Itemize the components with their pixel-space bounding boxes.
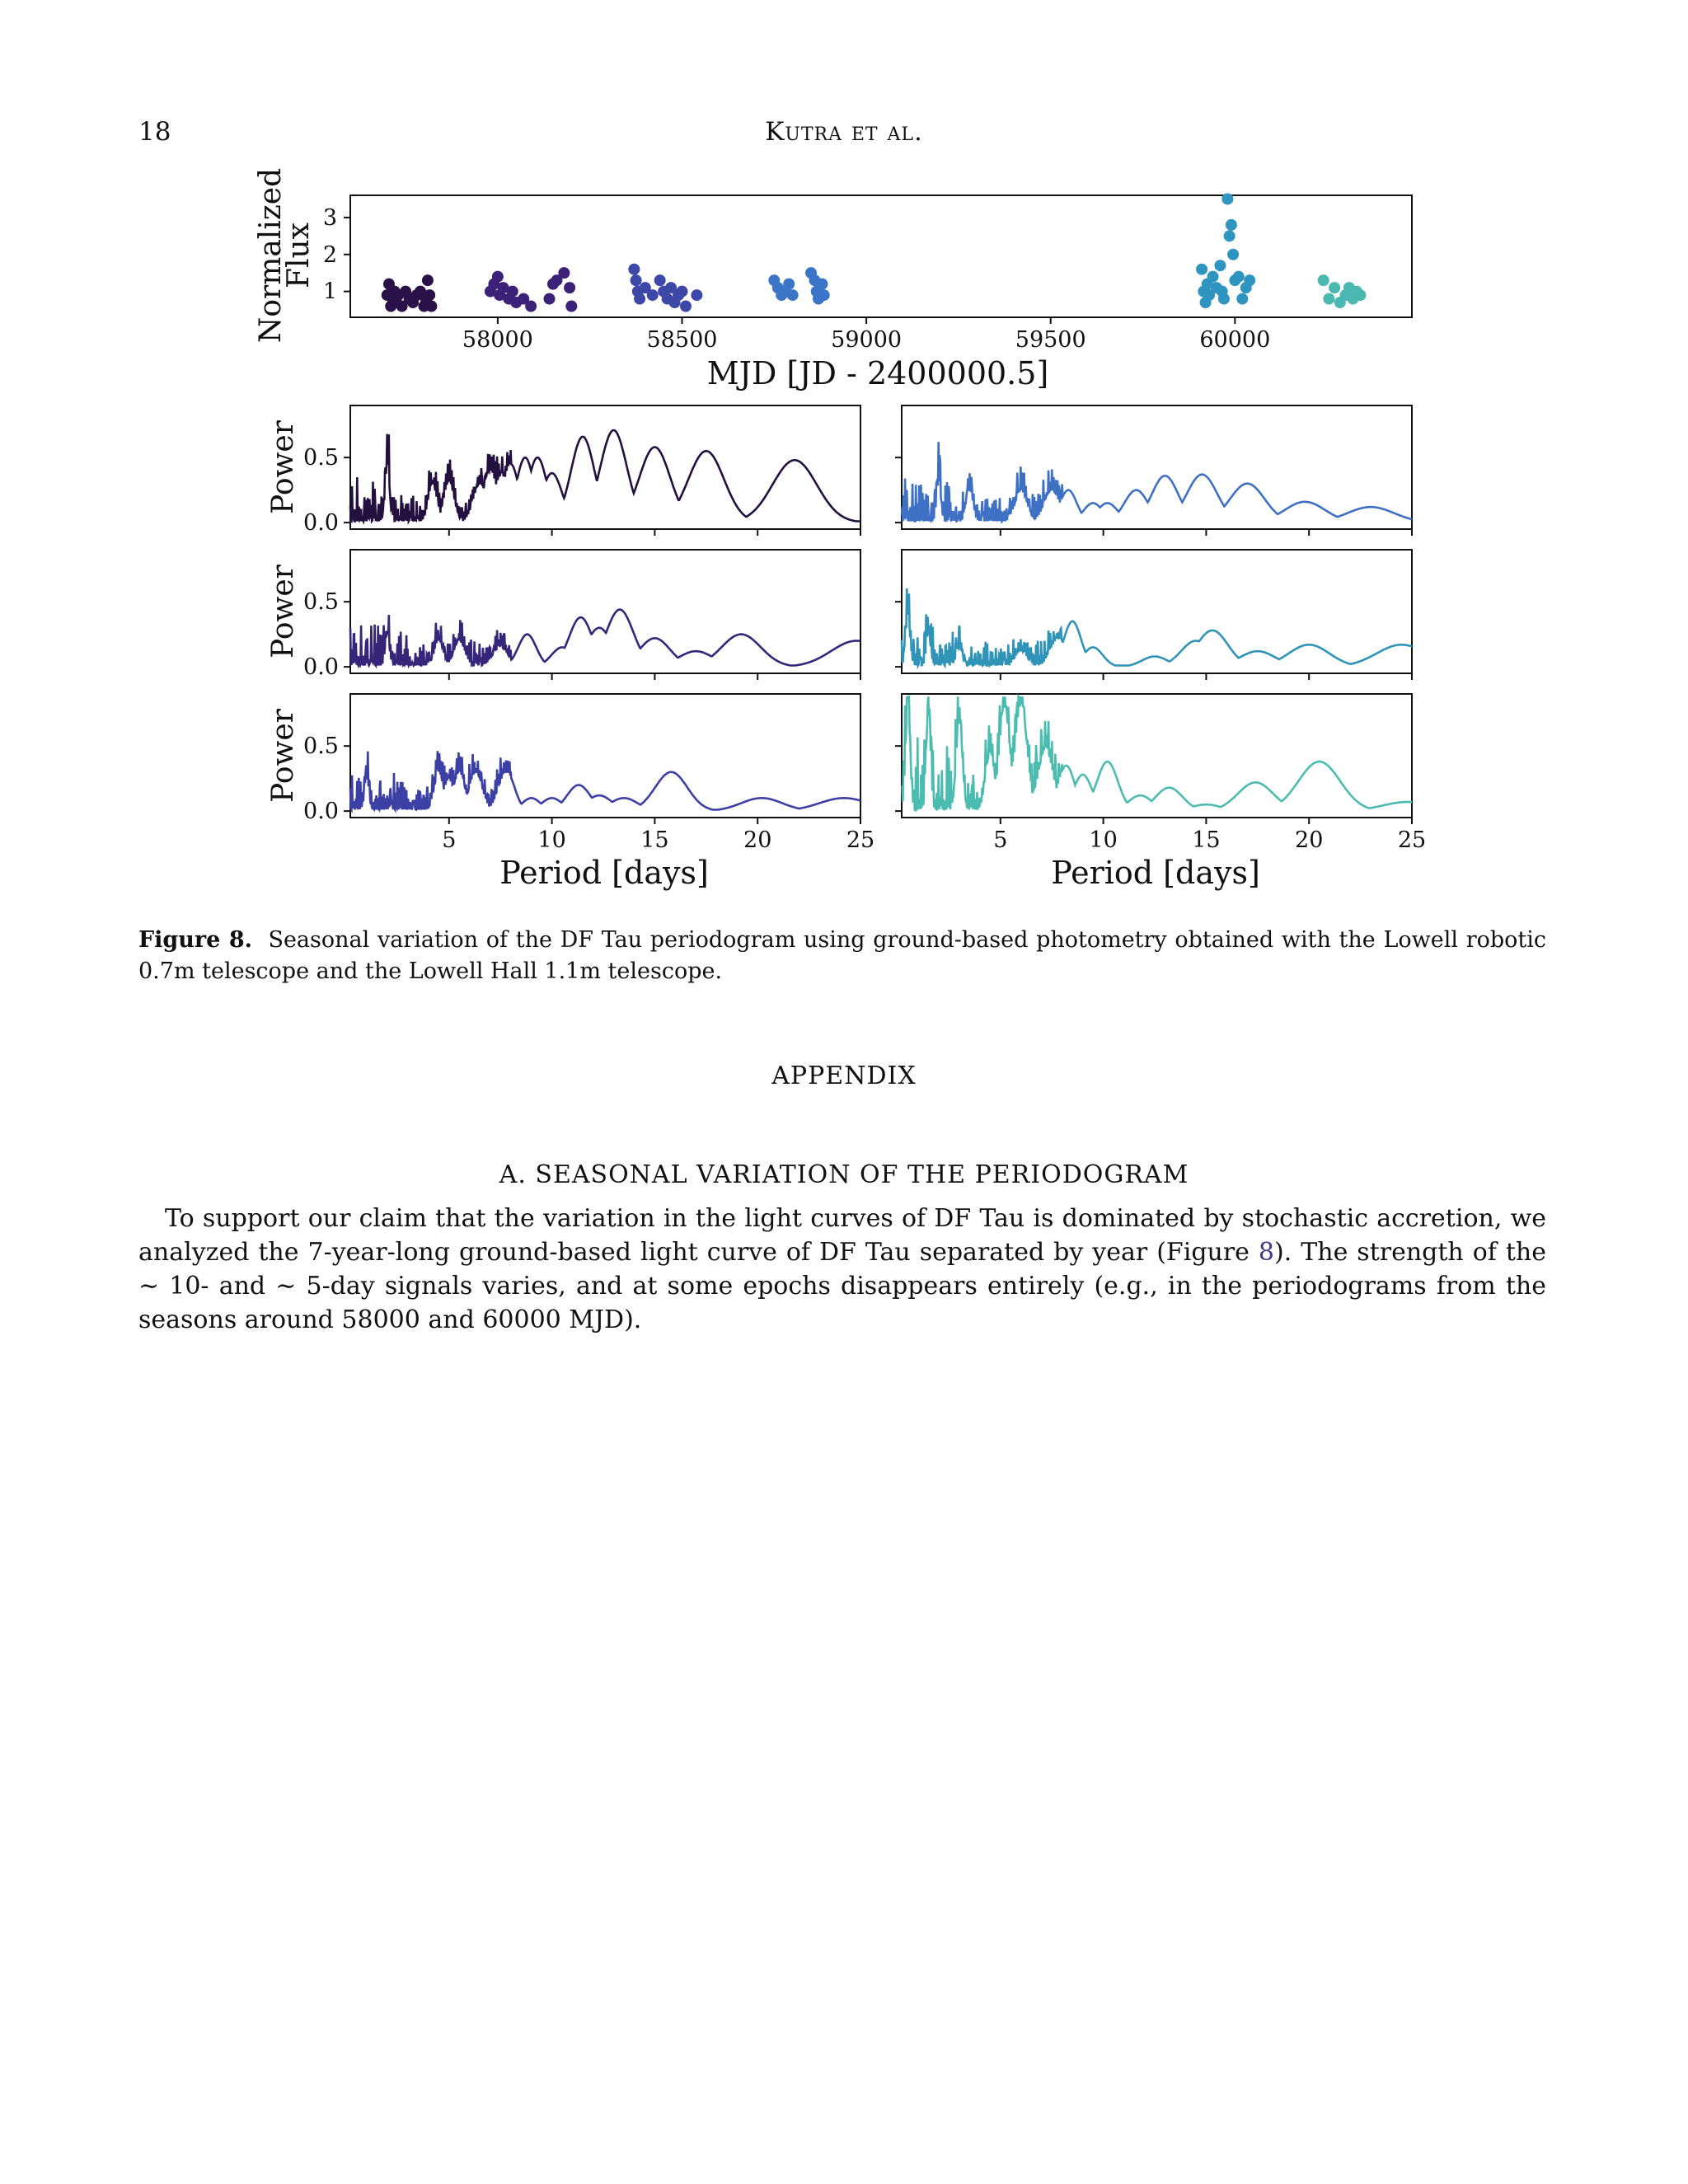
pg-xtick-label: 15 — [640, 827, 669, 853]
lightcurve-point — [425, 301, 437, 312]
pg-ytick-label: 0.0 — [303, 510, 339, 537]
lightcurve-point — [680, 301, 692, 312]
lightcurve-point — [558, 267, 570, 279]
lightcurve-ylabel-line2: Flux — [282, 223, 316, 288]
lightcurve-point — [1207, 271, 1219, 283]
pg-xtick-label: 15 — [1192, 827, 1221, 853]
lightcurve-point — [631, 274, 642, 286]
pg-ytick-label: 0.0 — [303, 799, 339, 825]
periodogram-curve — [902, 442, 1412, 521]
lightcurve-point — [654, 274, 666, 286]
lightcurve-point — [1329, 282, 1340, 293]
pg-xtick-label: 20 — [1295, 827, 1324, 853]
pg-ytick-label: 0.0 — [303, 654, 339, 681]
page-number: 18 — [138, 117, 171, 147]
lightcurve-xlabel: MJD [JD - 2400000.5] — [706, 355, 1049, 391]
pg-ytick-label: 0.5 — [303, 733, 339, 760]
pg-xtick-label: 20 — [743, 827, 772, 853]
caption-label: Figure 8. — [138, 927, 253, 953]
lightcurve-panel — [323, 193, 1412, 353]
power-ylabel-row3: Power — [266, 709, 300, 803]
lc-ytick-label: 1 — [322, 279, 337, 305]
lightcurve-point — [525, 301, 537, 312]
figure-caption — [138, 925, 1546, 987]
power-ylabel-row1: Power — [266, 420, 300, 514]
section-title: A. SEASONAL VARIATION OF THE PERIODOGRAM — [499, 1160, 1189, 1189]
lightcurve-point — [564, 282, 575, 293]
lightcurve-point — [1233, 271, 1245, 283]
lightcurve-point — [565, 301, 577, 312]
lightcurve-point — [1244, 274, 1255, 286]
period-xlabel-left: Period [days] — [499, 855, 709, 891]
lightcurve-point — [544, 293, 556, 305]
figure-link[interactable]: 8 — [1258, 1238, 1275, 1267]
lightcurve-point — [1354, 289, 1366, 301]
lightcurve-ylabel-line1: Normalized — [254, 167, 288, 344]
caption-text: Seasonal variation of the DF Tau periodogram using ground-based photometry obtained with the Lowell robotic 0.7m telescope and the Lowell Hall 1.1m telescope. — [138, 927, 1547, 984]
lightcurve-point — [1214, 260, 1226, 271]
periodogram-curve — [902, 588, 1412, 666]
lightcurve-point — [424, 289, 435, 301]
lightcurve-point — [677, 286, 688, 298]
pg-ytick-label: 0.5 — [303, 445, 339, 471]
appendix-paragraph — [138, 1202, 1546, 1337]
lc-xtick-label: 58000 — [462, 327, 533, 353]
running-head: Kutra et al. — [765, 117, 923, 147]
lightcurve-point — [1236, 293, 1248, 305]
lightcurve-point — [783, 279, 795, 290]
periodogram-curve — [902, 696, 1412, 809]
lightcurve-point — [507, 286, 518, 298]
lightcurve-point — [1224, 230, 1236, 241]
paragraph-text-2: ). The strength of the ∼ 10- and ∼ 5-day signals varies, and at some epochs disappears entirely (e.g., in the periodograms from the seasons around 58000 and 60000 MJD). — [138, 1238, 1547, 1334]
lightcurve-point — [1226, 219, 1237, 231]
pg-xtick-label: 5 — [993, 827, 1008, 853]
periodogram-panels — [303, 405, 1426, 853]
pg-ytick-label: 0.5 — [303, 589, 339, 616]
pg-xtick-label: 25 — [846, 827, 875, 853]
lc-xtick-label: 60000 — [1199, 327, 1271, 353]
lightcurve-point — [647, 289, 659, 301]
lightcurve-point — [787, 289, 799, 301]
lc-xtick-label: 58500 — [646, 327, 718, 353]
lightcurve-point — [1227, 249, 1239, 260]
lightcurve-point — [1196, 264, 1207, 275]
lc-ytick-label: 2 — [322, 241, 337, 268]
lightcurve-point — [1323, 293, 1334, 305]
lc-xtick-label: 59000 — [831, 327, 903, 353]
periodogram-curve — [350, 610, 860, 666]
lightcurve-point — [1318, 274, 1329, 286]
pg-xtick-label: 10 — [1089, 827, 1118, 853]
lightcurve-point — [816, 279, 828, 290]
lightcurve-point — [691, 289, 702, 301]
lc-xtick-label: 59500 — [1015, 327, 1086, 353]
period-xlabel-right: Period [days] — [1051, 855, 1260, 891]
pg-xtick-label: 25 — [1397, 827, 1427, 853]
lightcurve-point — [492, 271, 504, 283]
periodogram-curve — [350, 751, 860, 809]
lightcurve-point — [422, 274, 434, 286]
pg-xtick-label: 10 — [537, 827, 566, 853]
power-ylabel-row2: Power — [266, 565, 300, 658]
lightcurve-point — [628, 264, 640, 275]
paragraph-text-1: To support our claim that the variation in the light curves of DF Tau is dominated by stochastic accretion, we analyzed the 7-year-long ground-based light curve of DF Tau separated by year (Figure — [138, 1204, 1546, 1267]
periodogram-curve — [350, 430, 860, 522]
figure-8 — [0, 0, 1688, 907]
lightcurve-point — [634, 293, 645, 305]
appendix-title: APPENDIX — [771, 1062, 917, 1090]
pg-xtick-label: 5 — [442, 827, 457, 853]
lightcurve-point — [1218, 293, 1230, 305]
lightcurve-point — [1221, 193, 1233, 204]
lightcurve-point — [818, 289, 830, 301]
lc-ytick-label: 3 — [322, 204, 337, 231]
